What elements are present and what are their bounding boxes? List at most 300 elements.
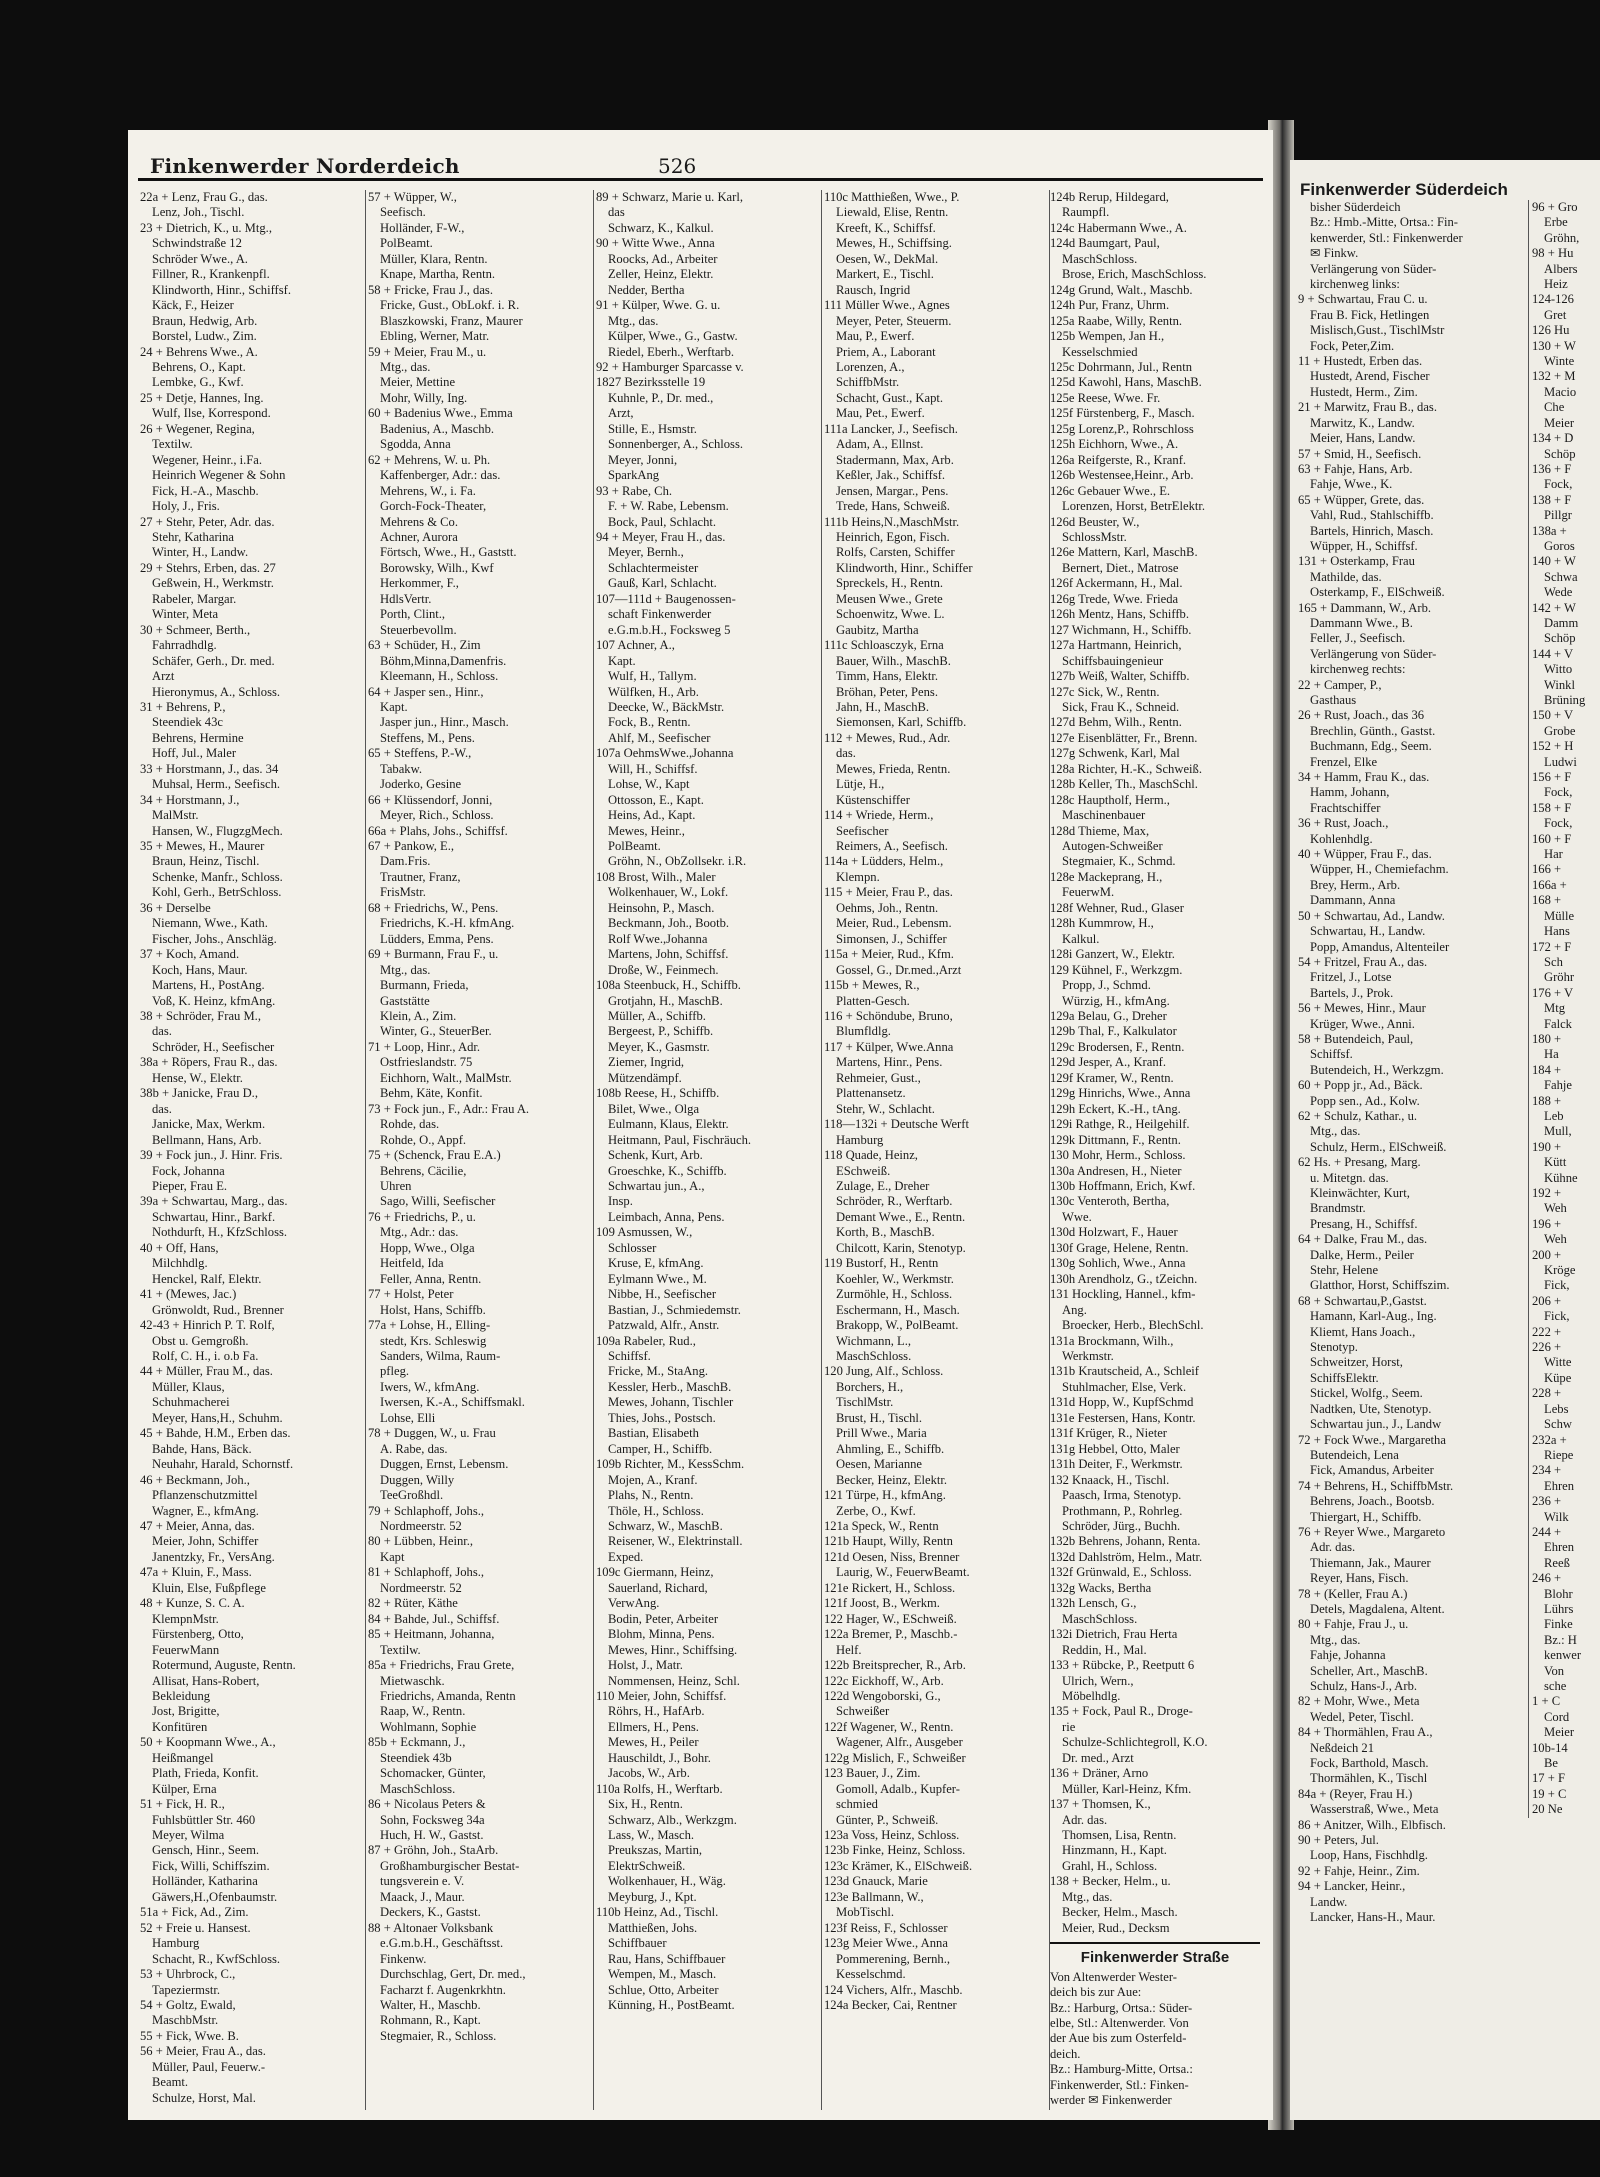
directory-entry: Friedrichs, K.-H. kfmAng. <box>380 916 515 931</box>
directory-entry: 89 + Schwarz, Marie u. Karl, <box>596 190 743 204</box>
directory-entry: Hamann, Karl-Aug., Ing. <box>1310 1309 1437 1324</box>
directory-entry: u. Mitetgn. das. <box>1310 1170 1389 1185</box>
directory-entry: SchlossMstr. <box>1062 529 1127 544</box>
directory-entry: 137 + Thomsen, K., <box>1050 1797 1151 1812</box>
directory-entry: Mehrens & Co. <box>380 514 459 529</box>
directory-entry: 132f Grünwald, E., Schloss. <box>1050 1565 1192 1580</box>
directory-entry: FrisMstr. <box>380 885 426 900</box>
directory-entry: Pillgr <box>1544 508 1572 523</box>
directory-entry: Mietwaschk. <box>380 1673 445 1688</box>
directory-entry: Detels, Magdalena, Altent. <box>1310 1601 1445 1616</box>
directory-entry: Gauß, Karl, Schlacht. <box>608 576 717 591</box>
section-line: Finkenwerder, Stl.: Finken- <box>1050 2077 1189 2092</box>
directory-entry: 98 + Hu <box>1532 246 1574 261</box>
directory-entry: Mau, P., Ewerf. <box>836 329 915 344</box>
directory-entry: Muhsal, Herm., Seefisch. <box>152 777 281 792</box>
directory-entry: Finke <box>1544 1617 1573 1632</box>
directory-entry: Heitmann, Paul, Fischräuch. <box>608 1132 752 1147</box>
directory-entry: Hamburg <box>836 1132 884 1147</box>
directory-entry: Jasper jun., Hinr., Masch. <box>380 715 509 730</box>
directory-entry: 75 + (Schenck, Frau E.A.) <box>368 1148 501 1163</box>
directory-entry: Gasthaus <box>1310 693 1357 707</box>
directory-entry: Osterkamp, F., ElSchweiß. <box>1310 585 1445 600</box>
page-header <box>138 140 1263 180</box>
directory-entry: Meyer, K., Gasmstr. <box>608 1039 710 1054</box>
directory-entry: Schlue, Otto, Arbeiter <box>608 1982 719 1997</box>
directory-entry: Borstel, Ludw., Zim. <box>152 329 257 344</box>
directory-entry: 56 + Meier, Frau A., das. <box>140 2044 266 2059</box>
directory-entry: Fürstenberg, Otto, <box>152 1627 244 1642</box>
directory-entry: 11 + Hustedt, Erben das. <box>1298 354 1423 369</box>
directory-entry: 85 + Heitmann, Johanna, <box>368 1627 495 1642</box>
directory-entry: 123 Bauer, J., Zim. <box>824 1766 921 1781</box>
right-page-title: Finkenwerder Süderdeich <box>1300 180 1508 199</box>
directory-entry: Kohlenhdlg. <box>1310 831 1373 846</box>
directory-entry: das. <box>152 1101 172 1116</box>
directory-entry: Be <box>1544 1756 1558 1771</box>
directory-entry: 123d Gnauck, Marie <box>824 1874 928 1889</box>
directory-entry: Landw. <box>1310 1894 1348 1909</box>
directory-entry: Buchmann, Edg., Seem. <box>1310 739 1432 754</box>
directory-entry: Rabeler, Margar. <box>152 591 237 606</box>
directory-entry: 121d Oesen, Niss, Brenner <box>824 1549 960 1564</box>
directory-entry: 1827 Bezirksstelle 19 <box>596 375 706 390</box>
directory-entry: Thomsen, Lisa, Rentn. <box>1062 1828 1177 1843</box>
directory-entry: 122d Wengoborski, G., <box>824 1688 941 1703</box>
directory-entry: ✉ Finkw. <box>1310 246 1359 261</box>
directory-entry: Mtg., das. <box>380 962 431 977</box>
directory-entry: 129i Rathge, R., Heilgehilf. <box>1050 1117 1190 1132</box>
directory-entry: 184 + <box>1532 1062 1562 1077</box>
directory-entry: Walter, H., Maschb. <box>380 1998 481 2013</box>
directory-entry: 130b Hoffmann, Erich, Kwf. <box>1050 1179 1196 1193</box>
directory-entry: Maack, J., Maur. <box>380 1889 465 1904</box>
directory-entry: Gossel, G., Dr.med.,Arzt <box>836 962 962 977</box>
directory-entry: 22 + Camper, P., <box>1298 677 1382 692</box>
directory-entry: Fick, Willi, Schiffszim. <box>152 1858 270 1873</box>
directory-entry: 127 Wichmann, H., Schiffb. <box>1050 622 1192 637</box>
directory-entry: 122 Hager, W., ESchweiß. <box>824 1611 957 1626</box>
directory-entry: Janicke, Max, Werkm. <box>152 1117 266 1132</box>
directory-entry: Fischer, Johs., Anschläg. <box>152 931 277 946</box>
directory-entry: 82 + Mohr, Wwe., Meta <box>1298 1694 1420 1709</box>
directory-entry: 68 + Schwartau,P.,Gastst. <box>1298 1293 1427 1308</box>
directory-entry: Vahl, Rud., Stahlschiffb. <box>1310 508 1434 523</box>
directory-entry: Heinrich, Egon, Fisch. <box>836 529 950 544</box>
directory-entry: 129h Eckert, K.-H., tAng. <box>1050 1101 1181 1116</box>
directory-entry: Thiemann, Jak., Maurer <box>1310 1555 1431 1570</box>
directory-entry: Sanders, Wilma, Raum- <box>380 1348 501 1363</box>
directory-entry: Fuhlsbüttler Str. 460 <box>152 1812 256 1827</box>
directory-entry: Grönwoldt, Rud., Brenner <box>152 1302 284 1317</box>
directory-entry: Weh <box>1544 1232 1567 1247</box>
directory-entry: Gaubitz, Martha <box>836 622 919 637</box>
directory-entry: Ottosson, E., Kapt. <box>608 792 704 807</box>
directory-entry: 93 + Rabe, Ch. <box>596 483 673 498</box>
directory-entry: Gaststätte <box>380 993 430 1008</box>
directory-entry: Laurig, W., FeuerwBeamt. <box>836 1565 970 1580</box>
directory-entry: 126e Mattern, Karl, MaschB. <box>1050 545 1198 560</box>
directory-entry: 122c Eickhoff, W., Arb. <box>824 1673 944 1688</box>
directory-entry: MobTischl. <box>836 1905 894 1920</box>
directory-entry: Reyer, Hans, Fisch. <box>1310 1571 1409 1586</box>
directory-entry: MalMstr. <box>152 808 199 823</box>
directory-entry: Goros <box>1544 538 1575 553</box>
directory-entry: 132 Knaack, H., Tischl. <box>1050 1472 1170 1487</box>
directory-entry: Behrens, Hermine <box>152 730 244 745</box>
directory-entry: Stehr, W., Schlacht. <box>836 1101 935 1116</box>
directory-entry: Brust, H., Tischl. <box>836 1410 923 1425</box>
directory-entry: Plath, Frieda, Konfit. <box>152 1766 259 1781</box>
header-rule <box>138 178 1263 181</box>
directory-entry: 122b Breitsprecher, R., Arb. <box>824 1658 966 1673</box>
directory-entry: Schomacker, Günter, <box>380 1766 486 1781</box>
directory-entry: 129f Kramer, W., Rentn. <box>1050 1070 1174 1085</box>
directory-entry: Meyer, Hans,H., Schuhm. <box>152 1410 283 1425</box>
directory-entry: 57 + Wüpper, W., <box>368 190 457 204</box>
directory-entry: 92 + Fahje, Heinr., Zim. <box>1298 1863 1420 1878</box>
directory-entry: Wüpper, H., Schiffsf. <box>1310 538 1418 553</box>
directory-entry: Rehmeier, Gust., <box>836 1070 921 1085</box>
directory-entry: Rolfs, Carsten, Schiffer <box>836 545 955 560</box>
directory-entry: 127b Weiß, Walter, Schiffb. <box>1050 669 1190 684</box>
directory-entry: 62 + Schulz, Kathar., u. <box>1298 1108 1418 1123</box>
directory-entry: Lorenzen, Horst, BetrElektr. <box>1062 499 1206 514</box>
directory-entry: 92 + Hamburger Sparcasse v. <box>596 359 744 374</box>
directory-entry: Mtg., das. <box>1310 1632 1361 1647</box>
directory-entry: 45 + Bahde, H.M., Erben das. <box>140 1426 291 1441</box>
directory-entry: Mau, Pet., Ewerf. <box>836 406 925 421</box>
directory-entry: Leb <box>1544 1108 1564 1123</box>
directory-entry: Raumpfl. <box>1062 205 1110 220</box>
directory-entry: Frenzel, Elke <box>1310 754 1378 769</box>
right-directory-column-1 <box>1298 200 1516 1926</box>
directory-entry: Zerbe, O., Kwf. <box>836 1503 916 1518</box>
directory-entry: Braun, Heinz, Tischl. <box>152 854 260 869</box>
directory-entry: Behm, Käte, Konfit. <box>380 1086 483 1101</box>
directory-entry: Lebs <box>1544 1401 1569 1416</box>
directory-entry: Mtg., das. <box>608 313 659 328</box>
directory-entry: 130g Sohlich, Wwe., Anna <box>1050 1256 1186 1271</box>
directory-entry: Hamburg <box>152 1936 200 1951</box>
directory-column-5 <box>1050 190 1263 2110</box>
directory-entry: Holst, J., Matr. <box>608 1658 683 1673</box>
directory-entry: 127e Eisenblätter, Fr., Brenn. <box>1050 730 1198 745</box>
directory-entry: 17 + F <box>1532 1771 1565 1786</box>
directory-entry: Schöp <box>1544 446 1576 461</box>
directory-entry: Wülfken, H., Arb. <box>608 684 699 699</box>
directory-entry: ElektrSchweiß. <box>608 1858 686 1873</box>
directory-entry: Macio <box>1544 384 1577 399</box>
directory-entry: 126f Ackermann, H., Mal. <box>1050 576 1183 591</box>
directory-entry: Wedel, Peter, Tischl. <box>1310 1709 1414 1724</box>
directory-entry: 124-126 <box>1532 292 1574 307</box>
directory-entry: Sch <box>1544 954 1563 969</box>
directory-entry: 84a + (Reyer, Frau H.) <box>1298 1786 1413 1801</box>
directory-entry: Heinsohn, P., Masch. <box>608 900 715 915</box>
directory-entry: 124c Habermann Wwe., A. <box>1050 220 1187 235</box>
directory-entry: 62 Hs. + Presang, Marg. <box>1298 1155 1421 1170</box>
directory-entry: 121f Joost, B., Werkm. <box>824 1596 940 1611</box>
directory-entry: MaschSchloss. <box>836 1348 912 1363</box>
directory-entry: 63 + Fahje, Hans, Arb. <box>1298 461 1413 476</box>
directory-entry: 129b Thal, F., Kalkulator <box>1050 1024 1177 1039</box>
directory-entry: Lenz, Joh., Tischl. <box>152 205 245 220</box>
directory-entry: Krüger, Wwe., Anni. <box>1310 1016 1415 1031</box>
directory-entry: Stuhlmacher, Else, Verk. <box>1062 1379 1187 1394</box>
directory-entry: 110a Rolfs, H., Werftarb. <box>596 1781 723 1796</box>
directory-entry: Kütt <box>1544 1155 1567 1170</box>
directory-entry: Hopp, Wwe., Olga <box>380 1240 475 1255</box>
directory-entry: Külper, Erna <box>152 1781 217 1796</box>
directory-entry: 125e Reese, Wwe. Fr. <box>1050 390 1161 405</box>
directory-entry: 36 + Derselbe <box>140 900 211 915</box>
directory-entry: Cord <box>1544 1709 1570 1724</box>
directory-entry: 136 + Dräner, Arno <box>1050 1766 1149 1781</box>
directory-entry: Sago, Willi, Seefischer <box>380 1194 496 1209</box>
directory-entry: Ulrich, Wern., <box>1062 1673 1134 1688</box>
directory-entry: Wolkenhauer, W., Lokf. <box>608 885 729 900</box>
directory-entry: Feller, J., Seefisch. <box>1310 631 1406 646</box>
directory-entry: 125c Dohrmann, Jul., Rentn <box>1050 359 1193 374</box>
directory-entry: Oehms, Joh., Rentn. <box>836 900 939 915</box>
directory-entry: Allisat, Hans-Robert, <box>152 1673 260 1688</box>
directory-entry: 246 + <box>1532 1571 1562 1586</box>
directory-entry: Schenke, Manfr., Schloss. <box>152 869 283 884</box>
directory-entry: 26 + Wegener, Regina, <box>140 421 255 436</box>
directory-entry: Stenotyp. <box>1310 1340 1358 1355</box>
directory-entry: 91 + Külper, Wwe. G. u. <box>596 298 721 313</box>
directory-entry: 33 + Horstmann, J., das. 34 <box>140 761 279 776</box>
directory-entry: Popp sen., Ad., Kolw. <box>1310 1093 1420 1108</box>
directory-entry: Holländer, F-W., <box>380 220 465 235</box>
directory-entry: 165 + Dammann, W., Arb. <box>1298 600 1432 615</box>
directory-entry: 180 + <box>1532 1031 1562 1046</box>
directory-entry: Steffens, M., Pens. <box>380 730 475 745</box>
directory-entry: Steendiek 43b <box>380 1750 452 1765</box>
directory-entry: Seefisch. <box>380 205 426 220</box>
directory-entry: Mathilde, das. <box>1310 569 1382 584</box>
directory-entry: 131f Krüger, R., Nieter <box>1050 1426 1168 1441</box>
directory-entry: 90 + Witte Wwe., Anna <box>596 236 715 251</box>
directory-entry: Demant Wwe., E., Rentn. <box>836 1209 966 1224</box>
directory-entry: Roocks, Ad., Arbeiter <box>608 251 718 266</box>
directory-entry: Ostfrieslandstr. 75 <box>380 1055 473 1070</box>
directory-entry: 188 + <box>1532 1093 1562 1108</box>
directory-entry: Koehler, W., Werkmstr. <box>836 1271 954 1286</box>
section-line: Bz.: Harburg, Ortsa.: Süder- <box>1050 2000 1193 2015</box>
directory-entry: 125b Wempen, Jan H., <box>1050 329 1165 344</box>
directory-entry: Har <box>1544 847 1563 862</box>
directory-entry: Ellmers, H., Pens. <box>608 1719 699 1734</box>
directory-entry: Winter, H., Landw. <box>152 545 249 560</box>
directory-entry: 132b Behrens, Johann, Renta. <box>1050 1534 1201 1549</box>
directory-entry: Trede, Hans, Schweiß. <box>836 499 950 514</box>
directory-entry: 10b-14 <box>1532 1740 1568 1755</box>
directory-entry: Brakopp, W., PolBeamt. <box>836 1318 959 1333</box>
directory-entry: 84 + Thormählen, Frau A., <box>1298 1725 1433 1740</box>
directory-entry: Koch, Hans, Maur. <box>152 962 248 977</box>
directory-entry: Becker, Helm., Masch. <box>1062 1905 1178 1920</box>
directory-column-3 <box>596 190 822 2110</box>
section-line: deich bis zur Aue: <box>1050 1985 1142 2000</box>
directory-entry: Hansen, W., FlugzgMech. <box>152 823 283 838</box>
directory-entry: 96 + Gro <box>1532 200 1578 214</box>
directory-entry: Weh <box>1544 1201 1567 1216</box>
directory-entry: Fock, <box>1544 785 1573 800</box>
directory-entry: Fick, <box>1544 1278 1570 1293</box>
directory-entry: Rohde, O., Appf. <box>380 1132 467 1147</box>
directory-entry: Meier, John, Schiffer <box>152 1534 259 1549</box>
directory-entry: 129d Jesper, A., Kranf. <box>1050 1055 1166 1070</box>
directory-entry: Fick, Amandus, Arbeiter <box>1310 1463 1434 1478</box>
directory-entry: Eschermann, H., Masch. <box>836 1302 960 1317</box>
directory-entry: Adr. das. <box>1310 1540 1356 1555</box>
directory-entry: 38a + Röpers, Frau R., das. <box>140 1055 278 1070</box>
directory-entry: Eulmann, Klaus, Elektr. <box>608 1117 729 1132</box>
directory-entry: 31 + Behrens, P., <box>140 699 226 714</box>
directory-entry: Müller, A., Schiffb. <box>608 1009 706 1024</box>
directory-entry: Camper, H., Schiffb. <box>608 1441 713 1456</box>
directory-entry: 108a Steenbuck, H., Schiffb. <box>596 978 741 993</box>
directory-entry: 138 + F <box>1532 492 1572 507</box>
directory-entry: Eichhorn, Walt., MalMstr. <box>380 1070 512 1085</box>
directory-entry: Bilet, Wwe., Olga <box>608 1101 700 1116</box>
directory-entry: 76 + Friedrichs, P., u. <box>368 1209 476 1224</box>
directory-entry: das. <box>152 1024 172 1039</box>
directory-entry: Gröhr <box>1544 970 1575 985</box>
directory-entry: HdlsVertr. <box>380 591 432 606</box>
directory-entry: Riepe <box>1544 1447 1574 1462</box>
directory-entry: 66 + Klüssendorf, Jonni, <box>368 792 493 807</box>
directory-entry: 77a + Lohse, H., Elling- <box>368 1318 491 1333</box>
directory-entry: 140 + W <box>1532 554 1576 569</box>
directory-entry: 123a Voss, Heinz, Schloss. <box>824 1828 960 1843</box>
section-line: der Aue bis zum Osterfeld- <box>1050 2031 1187 2046</box>
directory-entry: Brandmstr. <box>1310 1201 1366 1216</box>
directory-entry: Tabakw. <box>380 761 423 776</box>
directory-entry: Müller, Klara, Rentn. <box>380 251 488 266</box>
directory-entry: Winte <box>1544 354 1575 369</box>
directory-entry: Zulage, E., Dreher <box>836 1179 930 1193</box>
directory-entry: Autogen-Schweißer <box>1062 839 1163 854</box>
directory-entry: FeuerwMann <box>152 1642 220 1657</box>
directory-entry: 128a Richter, H.-K., Schweiß. <box>1050 761 1202 776</box>
directory-entry: Wwe. <box>1062 1209 1092 1224</box>
directory-entry: Fick, H.-A., Maschb. <box>152 483 259 498</box>
directory-entry: Dammann Wwe., B. <box>1310 615 1413 630</box>
directory-entry: Obst u. Gemgroßh. <box>152 1333 249 1348</box>
directory-entry: 129k Dittmann, F., Rentn. <box>1050 1132 1181 1147</box>
directory-entry: Bauer, Wilh., MaschB. <box>836 653 951 668</box>
directory-entry: Fillner, R., Krankenpfl. <box>152 267 270 282</box>
directory-entry: Kuhnle, P., Dr. med., <box>608 390 714 405</box>
directory-entry: 107—111d + Baugenossen- <box>596 591 736 606</box>
directory-entry: Tapeziermstr. <box>152 1982 221 1997</box>
directory-entry: Bodin, Peter, Arbeiter <box>608 1611 719 1626</box>
directory-entry: 110c Matthießen, Wwe., P. <box>824 190 960 204</box>
directory-entry: Jost, Brigitte, <box>152 1704 220 1719</box>
directory-entry: Schiffsbauingenieur <box>1062 653 1164 668</box>
directory-entry: Priem, A., Laborant <box>836 344 936 359</box>
directory-entry: 123f Reiss, F., Schlosser <box>824 1920 948 1935</box>
directory-entry: 52 + Freie u. Hansest. <box>140 1920 251 1935</box>
directory-entry: 72 + Fock Wwe., Margaretha <box>1298 1432 1446 1447</box>
directory-entry: Hustedt, Herm., Zim. <box>1310 384 1418 399</box>
section-line: werder ✉ Finkenwerder <box>1050 2093 1172 2108</box>
directory-entry: Brechlin, Günth., Gastst. <box>1310 723 1436 738</box>
directory-entry: 122f Wagener, W., Rentn. <box>824 1719 954 1734</box>
directory-entry: Pflanzenschutzmittel <box>152 1488 258 1503</box>
directory-entry: Heiz <box>1544 277 1568 292</box>
directory-entry: Blumfldlg. <box>836 1024 891 1039</box>
directory-entry: Blaszkowski, Franz, Maurer <box>380 313 523 328</box>
directory-entry: 166a + <box>1532 877 1567 892</box>
directory-entry: Hieronymus, A., Schloss. <box>152 684 281 699</box>
directory-entry: 125h Eichhorn, Wwe., A. <box>1050 437 1179 452</box>
directory-entry: Siemonsen, Karl, Schiffb. <box>836 715 967 730</box>
directory-entry: 129c Brodersen, F., Rentn. <box>1050 1039 1185 1054</box>
column-5-entries <box>1050 190 1260 1936</box>
directory-entry: TischlMstr. <box>836 1395 894 1410</box>
directory-entry: Gröhn, N., ObZollsekr. i.R. <box>608 854 747 869</box>
directory-entry: Kesselschmied <box>1062 344 1138 359</box>
directory-entry: Klindworth, Hinr., Schiffsf. <box>152 282 291 297</box>
directory-entry: VerwAng. <box>608 1596 660 1611</box>
directory-entry: Gorch-Fock-Theater, <box>380 499 487 514</box>
directory-entry: Kluin, Else, Fußpflege <box>152 1580 267 1595</box>
directory-entry: 79 + Schlaphoff, Johs., <box>368 1503 485 1518</box>
directory-entry: 19 + C <box>1532 1786 1567 1801</box>
directory-entry: 118 Quade, Heinz, <box>824 1148 918 1163</box>
directory-entry: Simonsen, J., Schiffer <box>836 931 947 946</box>
directory-entry: Plattenansetz. <box>836 1086 906 1101</box>
directory-entry: Schiffsf. <box>608 1348 651 1363</box>
directory-entry: Schöp <box>1544 631 1576 646</box>
directory-entry: Wüpper, H., Chemiefachm. <box>1310 862 1449 877</box>
directory-entry: 24 + Behrens Wwe., A. <box>140 344 258 359</box>
directory-entry: Rohde, das. <box>380 1117 440 1132</box>
directory-entry: Adam, A., Ellnst. <box>836 437 924 452</box>
directory-entry: Fahje, Wwe., K. <box>1310 477 1393 492</box>
directory-entry: 85b + Eckmann, J., <box>368 1735 466 1750</box>
directory-entry: 129 Kühnel, F., Werkzgm. <box>1050 962 1183 977</box>
directory-entry: 78 + (Keller, Frau A.) <box>1298 1586 1408 1601</box>
directory-entry: Klein, A., Zim. <box>380 1009 457 1024</box>
directory-entry: Großhamburgischer Bestat- <box>380 1858 520 1873</box>
directory-entry: Meier <box>1544 415 1575 430</box>
directory-entry: 108 Brost, Wilh., Maler <box>596 869 716 884</box>
directory-entry: Konfitüren <box>152 1719 208 1734</box>
directory-entry: Achner, Aurora <box>380 529 458 544</box>
directory-entry: tungsverein e. V. <box>380 1874 465 1889</box>
directory-entry: 58 + Butendeich, Paul, <box>1298 1031 1414 1046</box>
directory-entry: Holländer, Katharina <box>152 1874 258 1889</box>
directory-entry: MaschSchloss. <box>380 1781 456 1796</box>
directory-entry: bisher Süderdeich <box>1310 200 1401 214</box>
directory-entry: Dr. med., Arzt <box>1062 1750 1134 1765</box>
directory-entry: Kleinwächter, Kurt, <box>1310 1186 1410 1200</box>
directory-entry: Nadtken, Ute, Stenotyp. <box>1310 1401 1432 1416</box>
directory-entry: Ziemer, Ingrid, <box>608 1055 685 1070</box>
directory-entry: Helf. <box>836 1642 862 1657</box>
directory-entry: Schwartau, H., Landw. <box>1310 924 1426 939</box>
directory-entry: Ang. <box>1062 1302 1087 1317</box>
directory-entry: Propp, J., Schmd. <box>1062 978 1151 993</box>
directory-entry: Schenk, Kurt, Arb. <box>608 1148 703 1163</box>
directory-entry: 115a + Meier, Rud., Kfm. <box>824 947 954 962</box>
directory-entry: Schwarz, K., Kalkul. <box>608 220 714 235</box>
